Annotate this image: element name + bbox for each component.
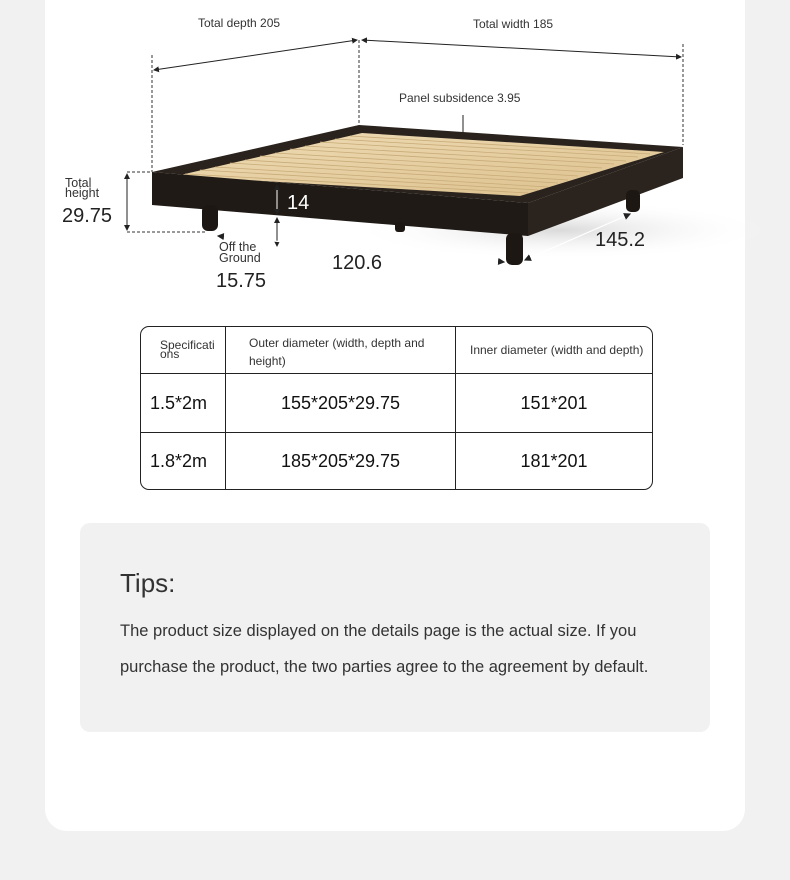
- cell-inner: 181*201: [520, 450, 588, 471]
- off-ground-label-line2: Ground: [219, 251, 261, 265]
- header-spec: Specifications: [141, 327, 226, 374]
- leg-middle: [395, 222, 405, 232]
- panel-subsidence-label: Panel subsidence 3.95: [399, 91, 521, 105]
- cell-outer: 155*205*29.75: [226, 374, 456, 433]
- table-row: [141, 433, 652, 489]
- cell-outer: 185*205*29.75: [226, 433, 456, 489]
- tips-title: Tips:: [120, 568, 176, 598]
- off-ground-value: 15.75: [216, 270, 267, 292]
- leg-back-right: [626, 190, 640, 212]
- side-span-value: 145.2: [595, 229, 646, 251]
- total-height-label-line1: Total: [65, 176, 92, 190]
- total-depth-label: Total depth 205: [198, 16, 281, 30]
- width-arrow: [362, 40, 681, 57]
- off-ground-label-line1: Off the: [219, 240, 257, 254]
- total-height-value: 29.75: [62, 205, 113, 227]
- table-row: [141, 374, 652, 433]
- table-header-row: [141, 327, 652, 374]
- bed-dimension-diagram: [0, 0, 790, 310]
- leg-front-right: [506, 233, 523, 265]
- header-outer: Outer diameter (width, depth and height): [226, 327, 456, 374]
- total-width-label: Total width 185: [473, 17, 554, 31]
- front-span-value: 120.6: [332, 252, 383, 274]
- cell-spec: 1.5*2m: [141, 374, 226, 433]
- spec-table: [140, 326, 653, 490]
- header-inner: Inner diameter (width and depth): [456, 327, 652, 374]
- tips-box: [80, 523, 710, 732]
- bed-illustration: [0, 0, 790, 310]
- depth-arrow: [154, 40, 357, 70]
- total-height-label-line2: height: [65, 186, 100, 200]
- panel-thickness-value: 14: [287, 192, 310, 214]
- tips-text: The product size displayed on the details page is the actual size. If you purchase the product, the two parties agree to the agreement by default.: [120, 622, 649, 676]
- cell-inner: 151*201: [456, 374, 652, 433]
- cell-spec: 1.8*2m: [141, 433, 226, 489]
- leg-front-left: [202, 205, 218, 231]
